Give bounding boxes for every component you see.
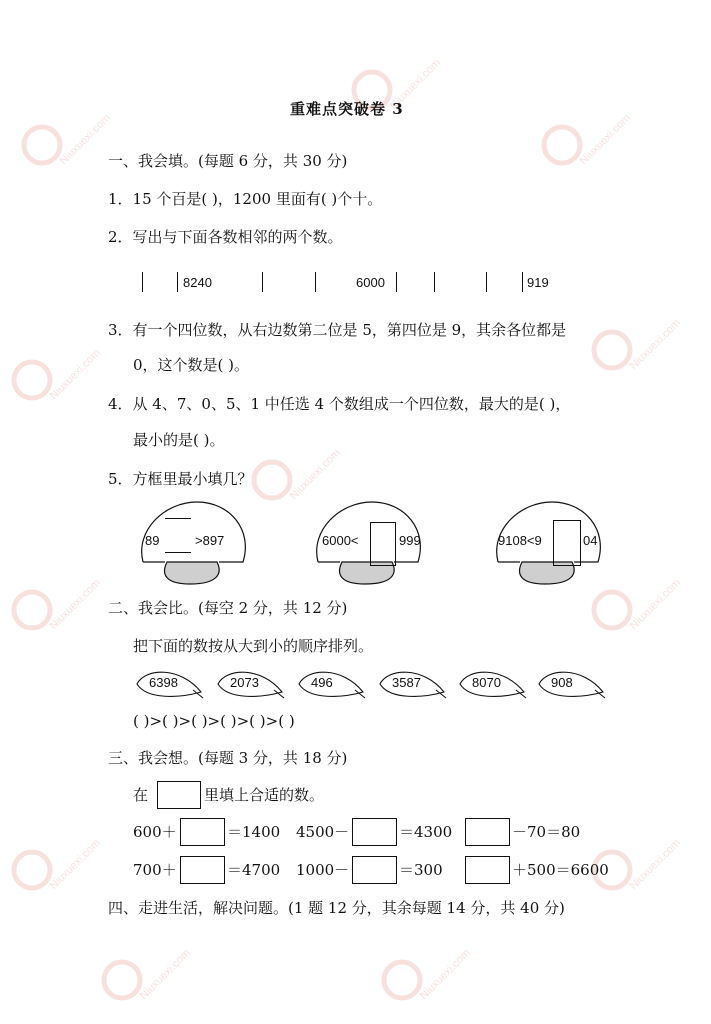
example-box [157, 781, 201, 809]
equation-prefix: 700＋ [133, 861, 177, 879]
svg-text:Niuxuexi.com: Niuxuexi.com [387, 56, 443, 113]
svg-text:Niuxuexi.com: Niuxuexi.com [577, 111, 633, 168]
answer-box[interactable] [553, 520, 581, 566]
section-1-heading: 一、我会填。(每题 6 分，共 30 分) [108, 152, 348, 170]
watermark-logo [590, 300, 700, 394]
watermark-logo [540, 95, 650, 189]
equation-suffix: ＝1400 [227, 823, 281, 841]
svg-text:Niuxuexi.com: Niuxuexi.com [47, 346, 103, 403]
mushroom-item [490, 500, 605, 585]
mushroom-cap [142, 502, 246, 562]
watermark-logo [20, 95, 130, 189]
mushroom-cap [317, 502, 421, 562]
equation-suffix: ＝300 [399, 861, 443, 879]
section-2-heading: 二、我会比。(每空 2 分，共 12 分) [108, 599, 348, 617]
question-4-line1: 4．从 4、7、0、5、1 中任选 4 个数组成一个四位数，最大的是( )， [108, 395, 571, 413]
equation-prefix: 4500－ [296, 823, 350, 841]
mushroom-right-text: 999 [399, 533, 421, 548]
watermark-logo [590, 560, 700, 654]
answer-box[interactable] [352, 856, 397, 884]
svg-text:Niuxuexi.com: Niuxuexi.com [287, 446, 343, 503]
leaf-number: 3587 [392, 675, 421, 690]
question-5: 5．方框里最小填几？ [108, 470, 253, 488]
leaf-item [216, 666, 286, 700]
watermark-logo [10, 560, 120, 654]
neighbor-number: 6000 [356, 275, 385, 290]
divider [434, 272, 435, 292]
blank-line [165, 518, 191, 519]
section-3-instruction-pre: 在 [133, 786, 149, 804]
svg-text:Niuxuexi.com: Niuxuexi.com [627, 836, 683, 893]
watermark-logo [380, 930, 490, 1024]
svg-text:Niuxuexi.com: Niuxuexi.com [47, 576, 103, 633]
answer-box[interactable] [465, 818, 510, 846]
page-title: 重难点突破卷 3 [290, 100, 404, 118]
answer-box[interactable] [180, 818, 225, 846]
mushroom-item [135, 500, 250, 585]
neighbor-number: 8240 [183, 275, 212, 290]
answer-box[interactable] [180, 856, 225, 884]
section-3-instruction-post: 里填上合适的数。 [204, 786, 325, 804]
leaf-item [378, 666, 448, 700]
svg-text:Niuxuexi.com: Niuxuexi.com [57, 111, 113, 168]
question-3-line1: 3．有一个四位数，从右边数第二位是 5，第四位是 9，其余各位都是 [108, 321, 567, 339]
answer-box[interactable] [370, 522, 396, 566]
leaf-number: 496 [311, 675, 333, 690]
divider [315, 272, 316, 292]
leaf-number: 8070 [472, 675, 501, 690]
leaf-item [537, 666, 607, 700]
mushroom-left-text: 9108<9 [498, 533, 542, 548]
divider [262, 272, 263, 292]
mushroom-left-text: 89 [145, 533, 160, 548]
equation-prefix: 1000－ [296, 861, 350, 879]
equation-suffix: －70＝80 [512, 823, 581, 841]
mushroom-right-text: 04 [583, 533, 598, 548]
svg-text:Niuxuexi.com: Niuxuexi.com [47, 836, 103, 893]
equation-suffix: ＝4700 [227, 861, 281, 879]
mushroom-left-text: 6000< [322, 533, 359, 548]
watermark-logo [10, 330, 120, 424]
divider [522, 272, 523, 292]
watermark-logo [100, 930, 210, 1024]
svg-text:Niuxuexi.com: Niuxuexi.com [627, 576, 683, 633]
svg-text:Niuxuexi.com: Niuxuexi.com [137, 946, 193, 1003]
divider [177, 272, 178, 292]
svg-text:Niuxuexi.com: Niuxuexi.com [627, 316, 683, 373]
divider [486, 272, 487, 292]
section-4-heading: 四、走进生活，解决问题。(1 题 12 分，其余每题 14 分，共 40 分) [108, 899, 565, 917]
blank-line [165, 552, 191, 553]
question-2: 2．写出与下面各数相邻的两个数。 [108, 228, 343, 246]
question-1: 1．15 个百是( )，1200 里面有( )个十。 [108, 190, 383, 208]
divider [142, 272, 143, 292]
watermark-logo [10, 820, 120, 914]
question-4-line2: 最小的是( )。 [133, 431, 225, 449]
mushroom-stem [165, 562, 220, 584]
leaf-item [297, 666, 367, 700]
divider [396, 272, 397, 292]
neighbor-number: 919 [527, 275, 549, 290]
equation-prefix: 600＋ [133, 823, 177, 841]
leaf-number: 908 [551, 675, 573, 690]
order-answer-row: ( )>( )>( )>( )>( )>( ) [133, 712, 295, 730]
answer-box[interactable] [465, 856, 510, 884]
question-3-line2: 0，这个数是( )。 [133, 356, 250, 374]
watermark-logo [350, 40, 460, 134]
leaf-number: 6398 [149, 675, 178, 690]
mushroom-item [310, 500, 425, 585]
equation-suffix: ＋500＝6600 [512, 861, 609, 879]
section-2-instruction: 把下面的数按从大到小的顺序排列。 [133, 637, 374, 655]
equation-suffix: ＝4300 [399, 823, 453, 841]
leaf-item [458, 666, 528, 700]
svg-text:Niuxuexi.com: Niuxuexi.com [417, 946, 473, 1003]
section-3-heading: 三、我会想。(每题 3 分，共 18 分) [108, 749, 348, 767]
mushroom-cap [497, 502, 601, 562]
leaf-number: 2073 [230, 675, 259, 690]
leaf-item [135, 666, 205, 700]
answer-box[interactable] [352, 818, 397, 846]
mushroom-right-text: >897 [195, 533, 225, 548]
